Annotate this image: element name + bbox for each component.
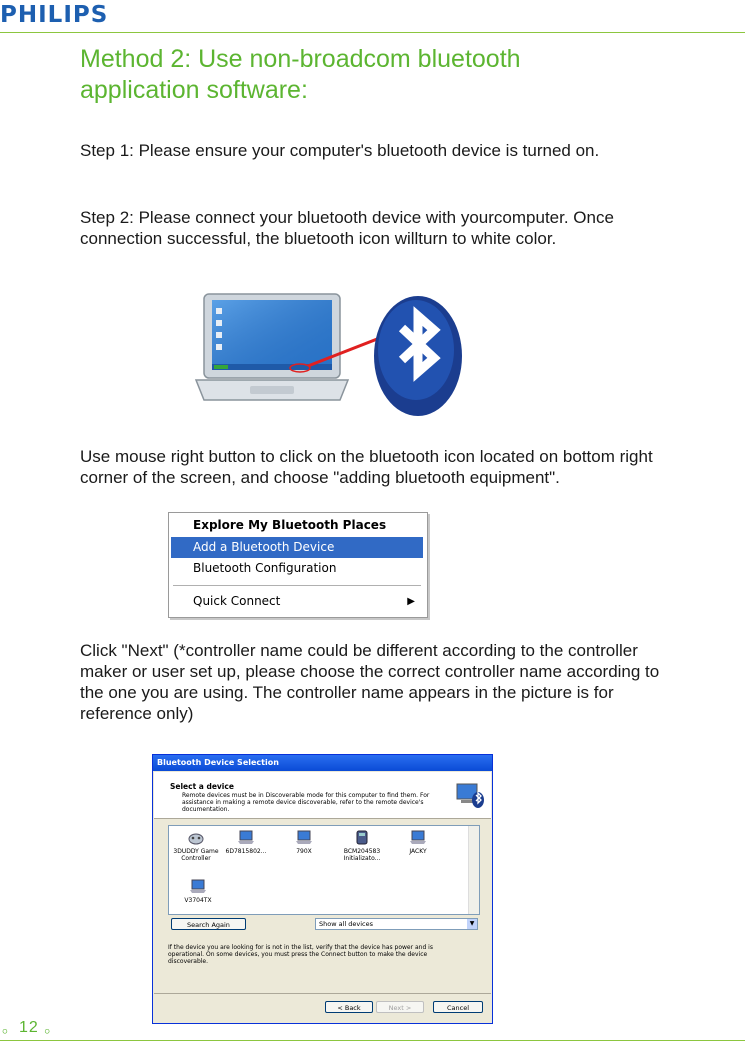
menu-item-explore[interactable]: Explore My Bluetooth Places xyxy=(193,518,387,532)
device-item[interactable] xyxy=(171,829,221,862)
section-description: Remote devices must be in Discoverable mode for this computer to find them. For assistance in making a remote device discoverable, refer to the remote device's documentation. xyxy=(182,792,430,813)
back-button[interactable]: < Back xyxy=(325,1001,373,1013)
bluetooth-adapter-icon xyxy=(353,829,371,847)
device-filter-select[interactable] xyxy=(315,918,478,930)
laptop-icon xyxy=(295,829,313,847)
bottom-rule xyxy=(0,1040,745,1041)
submenu-arrow-icon: ▶ xyxy=(407,596,415,607)
chevron-down-icon[interactable]: ▼ xyxy=(467,919,477,929)
laptop-icon xyxy=(189,878,207,896)
menu-item-add-device[interactable]: Add a Bluetooth Device xyxy=(171,537,423,558)
laptop-icon xyxy=(196,294,348,400)
device-label: 790X xyxy=(296,848,312,855)
computer-bluetooth-icon xyxy=(455,780,485,810)
laptop-icon xyxy=(409,829,427,847)
page-heading: Method 2: Use non-broadcom bluetooth application software: xyxy=(80,45,521,104)
menu-item-quick-connect[interactable] xyxy=(171,591,423,612)
menu-item-configuration[interactable]: Bluetooth Configuration xyxy=(193,561,337,575)
device-label: BCM204583 Initializato... xyxy=(343,848,381,862)
quick-connect-label: Quick Connect xyxy=(193,594,281,608)
device-label: JACKY xyxy=(409,848,427,855)
device-label: 3DUDDY Game Controller xyxy=(173,848,219,862)
dialog-separator xyxy=(154,993,491,994)
cancel-button[interactable]: Cancel xyxy=(433,1001,483,1013)
search-again-button[interactable]: Search Again xyxy=(171,918,246,930)
device-item[interactable] xyxy=(173,878,223,904)
laptop-icon xyxy=(237,829,255,847)
device-filter-value: Show all devices xyxy=(319,920,374,928)
device-label: V3704TX xyxy=(184,897,212,904)
bluetooth-icon xyxy=(374,296,462,416)
next-button[interactable]: Next > xyxy=(376,1001,424,1013)
device-item[interactable] xyxy=(279,829,329,855)
next-note-text: Click "Next" (*controller name could be different according to the controller maker or user set up, please choose the correct controller name according to the one you are using. The controller name appears in the picture is for reference only) xyxy=(80,641,660,723)
instruction-text: Use mouse right button to click on the bluetooth icon located on bottom right corner of the screen, and choose "adding bluetooth equipment". xyxy=(80,447,653,487)
menu-separator xyxy=(173,585,421,586)
device-list[interactable] xyxy=(168,825,480,915)
laptop-bluetooth-illustration xyxy=(190,288,490,428)
bluetooth-device-selection-dialog xyxy=(152,754,493,1024)
philips-logo: PHILIPS xyxy=(0,2,109,28)
section-title: Select a device xyxy=(170,782,234,791)
device-item[interactable] xyxy=(221,829,271,855)
device-item[interactable] xyxy=(393,829,443,855)
top-rule xyxy=(0,32,745,33)
device-label: 6D7815802... xyxy=(225,848,267,855)
step-1-text: Step 1: Please ensure your computer's bluetooth device is turned on. xyxy=(80,141,600,160)
step-2-text: Step 2: Please connect your bluetooth device with yourcomputer. Once connection successful, the bluetooth icon willturn to white color. xyxy=(80,208,614,248)
game-controller-icon xyxy=(187,829,205,847)
page-number: 。12 。 xyxy=(2,1019,62,1036)
device-list-scrollbar[interactable] xyxy=(468,826,479,914)
bluetooth-context-menu xyxy=(168,512,428,618)
dialog-title: Bluetooth Device Selection xyxy=(153,755,492,771)
device-item[interactable] xyxy=(337,829,387,862)
dialog-header xyxy=(154,772,491,819)
help-text: If the device you are looking for is not in the list, verify that the device has power and is operational. On some devices, you must press the Connect button to make the device discoverable. xyxy=(168,944,433,965)
